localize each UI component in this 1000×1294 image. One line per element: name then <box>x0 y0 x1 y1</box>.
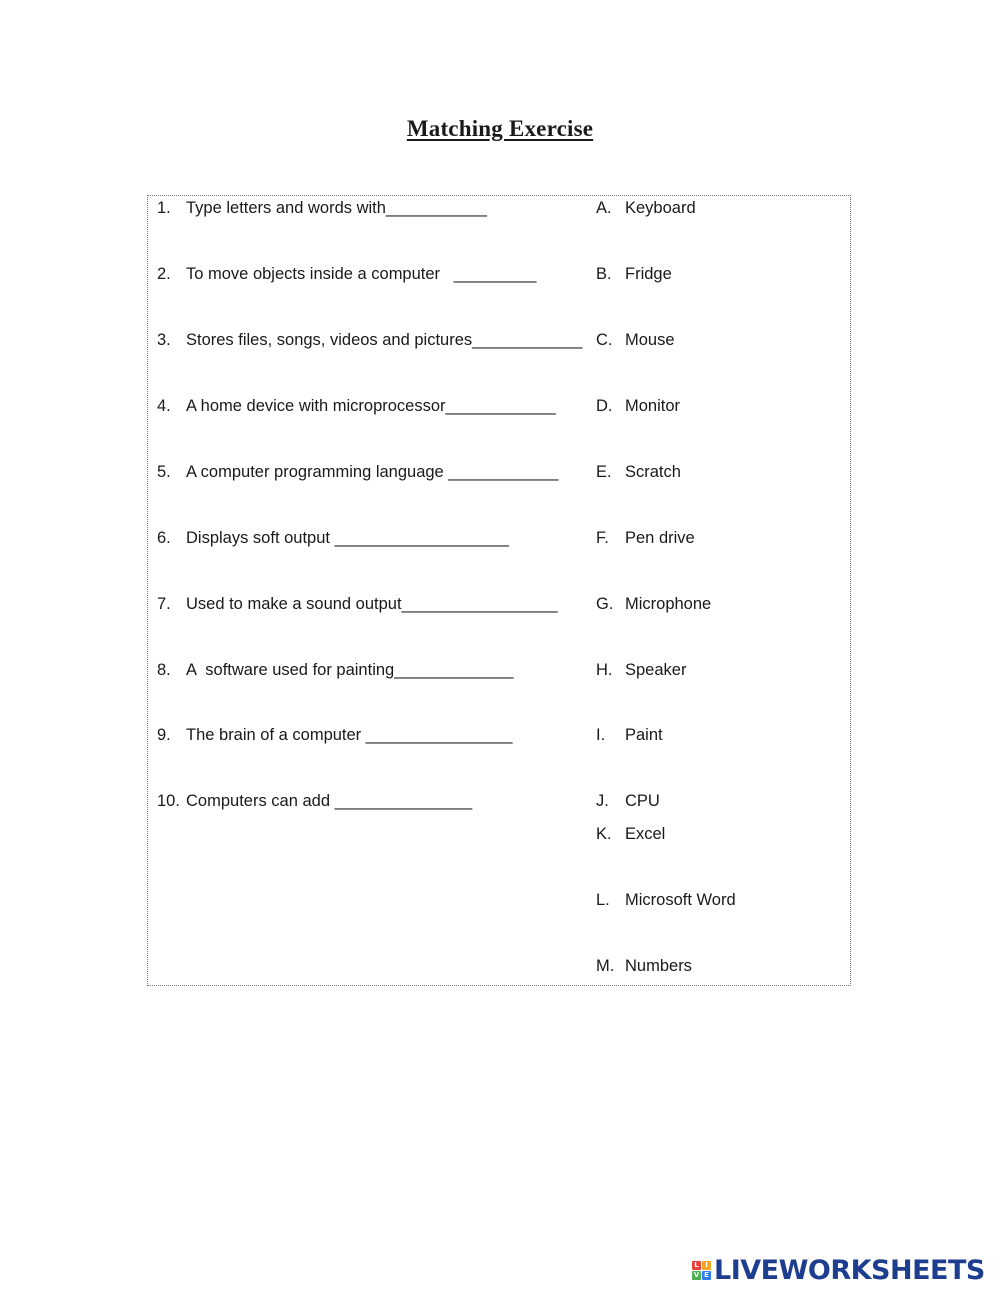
answer-letter: H. <box>596 661 613 679</box>
question-number: 10. <box>157 792 180 810</box>
answer-option <box>596 592 836 616</box>
question-item <box>157 789 587 813</box>
answer-text: Mouse <box>625 331 675 349</box>
answer-text: CPU <box>625 792 660 810</box>
question-number: 4. <box>157 397 171 415</box>
answer-letter: D. <box>596 397 613 415</box>
answer-text: Microsoft Word <box>625 891 736 909</box>
logo-cell: V <box>693 1270 700 1279</box>
question-item <box>157 262 587 286</box>
question-text: To move objects inside a computer _________ <box>186 265 537 283</box>
answer-option <box>596 723 836 747</box>
question-item <box>157 526 587 550</box>
answer-letter: A. <box>596 199 612 217</box>
answer-option <box>596 954 836 978</box>
question-item <box>157 328 587 352</box>
answer-letter: J. <box>596 792 609 810</box>
answer-letter: F. <box>596 529 609 547</box>
question-text: Type letters and words with___________ <box>186 199 487 217</box>
answer-text: Microphone <box>625 595 712 613</box>
question-text: A computer programming language ____________ <box>186 463 559 481</box>
question-number: 5. <box>157 463 171 481</box>
answer-letter: M. <box>596 957 615 975</box>
logo-cell: E <box>702 1271 711 1280</box>
question-number: 9. <box>157 726 171 744</box>
answer-letter: K. <box>596 825 612 843</box>
answer-text: Fridge <box>625 265 672 283</box>
question-number: 3. <box>157 331 171 349</box>
question-number: 1. <box>157 199 171 217</box>
answer-text: Monitor <box>625 397 681 415</box>
question-text: Used to make a sound output_________________ <box>186 595 558 613</box>
question-text: A home device with microprocessor____________ <box>186 397 556 415</box>
answer-text: Speaker <box>625 661 687 679</box>
brand-text: LIVEWORKSHEETS <box>714 1254 985 1286</box>
answer-letter: E. <box>596 463 612 481</box>
question-item <box>157 658 587 682</box>
answer-option <box>596 394 836 418</box>
question-text: A software used for painting_____________ <box>186 661 514 679</box>
question-item <box>157 394 587 418</box>
answer-text: Numbers <box>625 957 692 975</box>
answer-option <box>596 526 836 550</box>
answer-option <box>596 460 836 484</box>
liveworksheets-logo-icon <box>692 1261 711 1280</box>
page-title: Matching Exercise <box>406 116 594 141</box>
question-item <box>157 723 587 747</box>
answer-option <box>596 789 836 813</box>
answer-option <box>596 888 836 912</box>
logo-cell: L <box>692 1261 701 1270</box>
answer-option <box>596 196 836 220</box>
question-text: Displays soft output ___________________ <box>186 529 509 547</box>
answer-option <box>596 658 836 682</box>
question-text: The brain of a computer ________________ <box>186 726 513 744</box>
question-number: 6. <box>157 529 171 547</box>
answer-letter: I. <box>596 726 606 744</box>
answer-text: Paint <box>625 726 663 744</box>
matching-exercise-box <box>147 195 851 986</box>
question-number: 2. <box>157 265 171 283</box>
answer-option <box>596 822 836 846</box>
answer-text: Excel <box>625 825 666 843</box>
liveworksheets-watermark <box>692 1255 985 1285</box>
answer-text: Scratch <box>625 463 681 481</box>
question-number: 7. <box>157 595 171 613</box>
question-number: 8. <box>157 661 171 679</box>
answer-letter: G. <box>596 595 614 613</box>
question-text: Computers can add _______________ <box>186 792 473 810</box>
answer-text: Pen drive <box>625 529 695 547</box>
question-item <box>157 460 587 484</box>
logo-cell: I <box>702 1261 711 1270</box>
answer-letter: L. <box>596 891 610 909</box>
answer-option <box>596 262 836 286</box>
question-item <box>157 592 587 616</box>
question-item <box>157 196 587 220</box>
answer-letter: B. <box>596 265 612 283</box>
question-text: Stores files, songs, videos and pictures____________ <box>186 331 583 349</box>
answer-letter: C. <box>596 331 613 349</box>
answer-option <box>596 328 836 352</box>
answer-text: Keyboard <box>625 199 696 217</box>
